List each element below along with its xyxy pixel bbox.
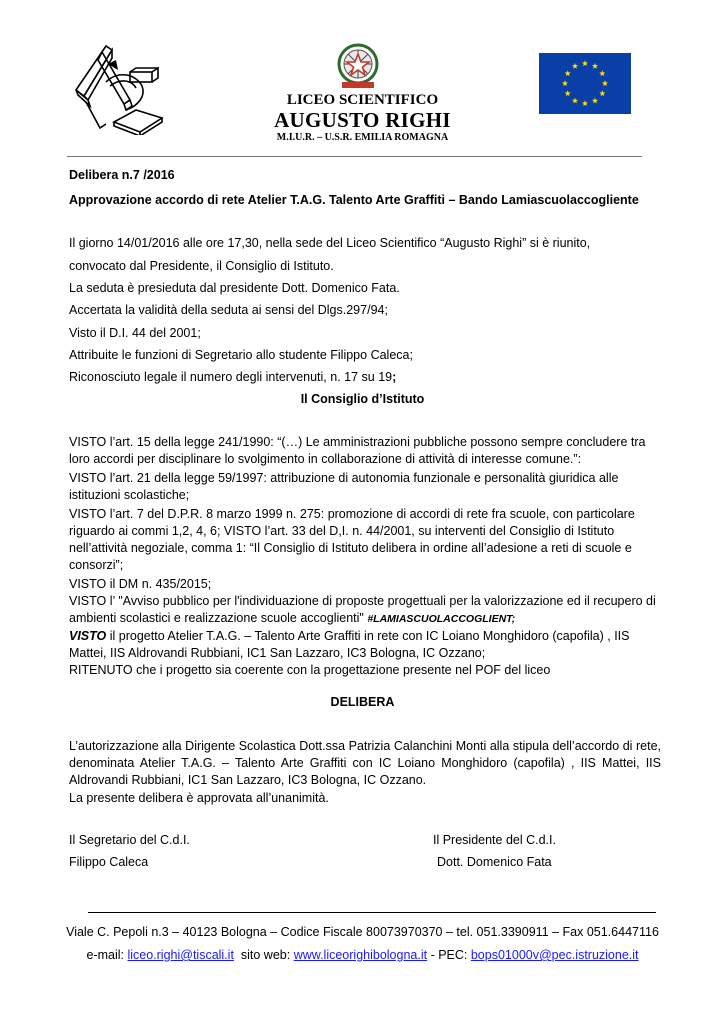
intro-line: La seduta è presieduta dal presidente Dott. Domenico Fata. [69,281,400,295]
president-name: Dott. Domenico Fata [437,855,552,869]
footer-contacts [0,948,725,962]
website-link[interactable]: www.liceorighibologna.it [293,948,428,962]
visto-avviso [69,593,661,628]
visto-item: VISTO l’art. 15 della legge 241/1990: “(…) Le amministrazioni pubbliche possono sempre concludere tra loro accordi per disciplinare lo svolgimento in collaborazione di attività di interesse comune.”: [69,435,646,466]
italian-republic-emblem-icon [336,42,380,92]
intro-line: convocato dal Presidente, il Consiglio di Istituto. [69,259,334,273]
council-heading: Il Consiglio d’Istituto [300,392,425,406]
approval-text: La presente delibera è approvata all’unanimità. [69,791,329,805]
school-type: LICEO SCIENTIFICO [286,92,439,108]
email-link[interactable]: liceo.righi@tiscali.it [127,948,234,962]
president-role: Il Presidente del C.d.I. [433,833,556,847]
secretary-role: Il Segretario del C.d.I. [69,833,190,847]
visto-item: VISTO il DM n. 435/2015; [69,577,212,591]
intro-line: Accertata la validità della seduta ai sensi del Dlgs.297/94; [69,303,388,317]
footer-address: Viale C. Pepoli n.3 – 40123 Bologna – Codice Fiscale 80073970370 – tel. 051.3390911 – Fax 051.6447116 [66,925,659,939]
header-divider [67,156,642,157]
ministry-line: M.I.U.R. – U.S.R. EMILIA ROMAGNA [276,132,449,143]
hashtag: #LAMIASCUOLACCOGLIENT; [367,613,516,625]
school-name: AUGUSTO RIGHI [274,108,451,132]
intro-line: Attribuite le funzioni di Segretario allo studente Filippo Caleca; [69,348,413,362]
web-label: sito web: [233,948,294,962]
visto-lead: VISTO [69,629,107,643]
delibera-subject: Approvazione accordo di rete Atelier T.A.G. Talento Arte Graffiti – Bando Lamiascuolaccogliente [69,193,639,207]
ritenuto: RITENUTO che i progetto sia coerente con la progettazione presente nel POF del liceo [69,663,551,677]
visto-progetto-text: il progetto Atelier T.A.G. – Talento Arte Graffiti in rete con IC Loiano Monghidoro (capofila) , IIS Mattei, IIS Aldrovandi Rubbiani, IC1 San Lazzaro, IC3 Bologna, IC Ozzano; [69,629,630,660]
secretary-name: Filippo Caleca [69,855,149,869]
intro-last-end: ; [392,370,397,384]
visto-item: VISTO l’art. 21 della legge 59/1997: attribuzione di autonomia funzionale e personalità giuridica alle istituzioni scolastiche; [69,471,619,502]
visto-item: VISTO l’art. 7 del D.P.R. 8 marzo 1999 n. 275: promozione di accordi di rete fra scuole, con particolare riguardo ai commi 1,2, 4, 6; VISTO l’art. 33 del D,I. n. 44/2001, su interventi del Consiglio di Istituto nell’attività negoziale, comma 1: “Il Consiglio di Istituto delibera in ordine all’adesione a reti di scuole e consorzi”; [69,507,635,572]
pec-link[interactable]: bops01000v@pec.istruzione.it [470,948,639,962]
delibera-heading: DELIBERA [330,695,395,709]
footer-divider [88,912,656,913]
visto-progetto [69,628,661,662]
intro-line: Il giorno 14/01/2016 alle ore 17,30, nella sede del Liceo Scientifico “Augusto Righi” si è riunito, [69,236,591,250]
intro-last-text: Riconosciuto legale il numero degli intervenuti, n. 17 su 19 [69,370,393,384]
visto-block [69,434,661,679]
visto-avviso-text: VISTO l’ "Avviso pubblico per l'individuazione di proposte progettuali per la valorizzazione ed il recupero di ambienti scolastici e realizzazione scuole accoglienti" [69,594,656,625]
decision-text: L’autorizzazione alla Dirigente Scolastica Dott.ssa Patrizia Calanchini Monti alla stipula dell’accordo di rete, denominata Atelier T.A.G. – Talento Arte Graffiti con IC Loiano Monghidoro (capofila) , IIS Mattei, IIS Aldrovandi Rubbiani, IC1 San Lazzaro, IC3 Bologna, IC Ozzano. [69,739,661,787]
intro-line [69,370,396,384]
delibera-number: Delibera n.7 /2016 [69,168,175,182]
intro-line: Visto il D.I. 44 del 2001; [69,326,201,340]
pec-label: - PEC: [427,948,471,962]
email-label: e-mail: [86,948,128,962]
